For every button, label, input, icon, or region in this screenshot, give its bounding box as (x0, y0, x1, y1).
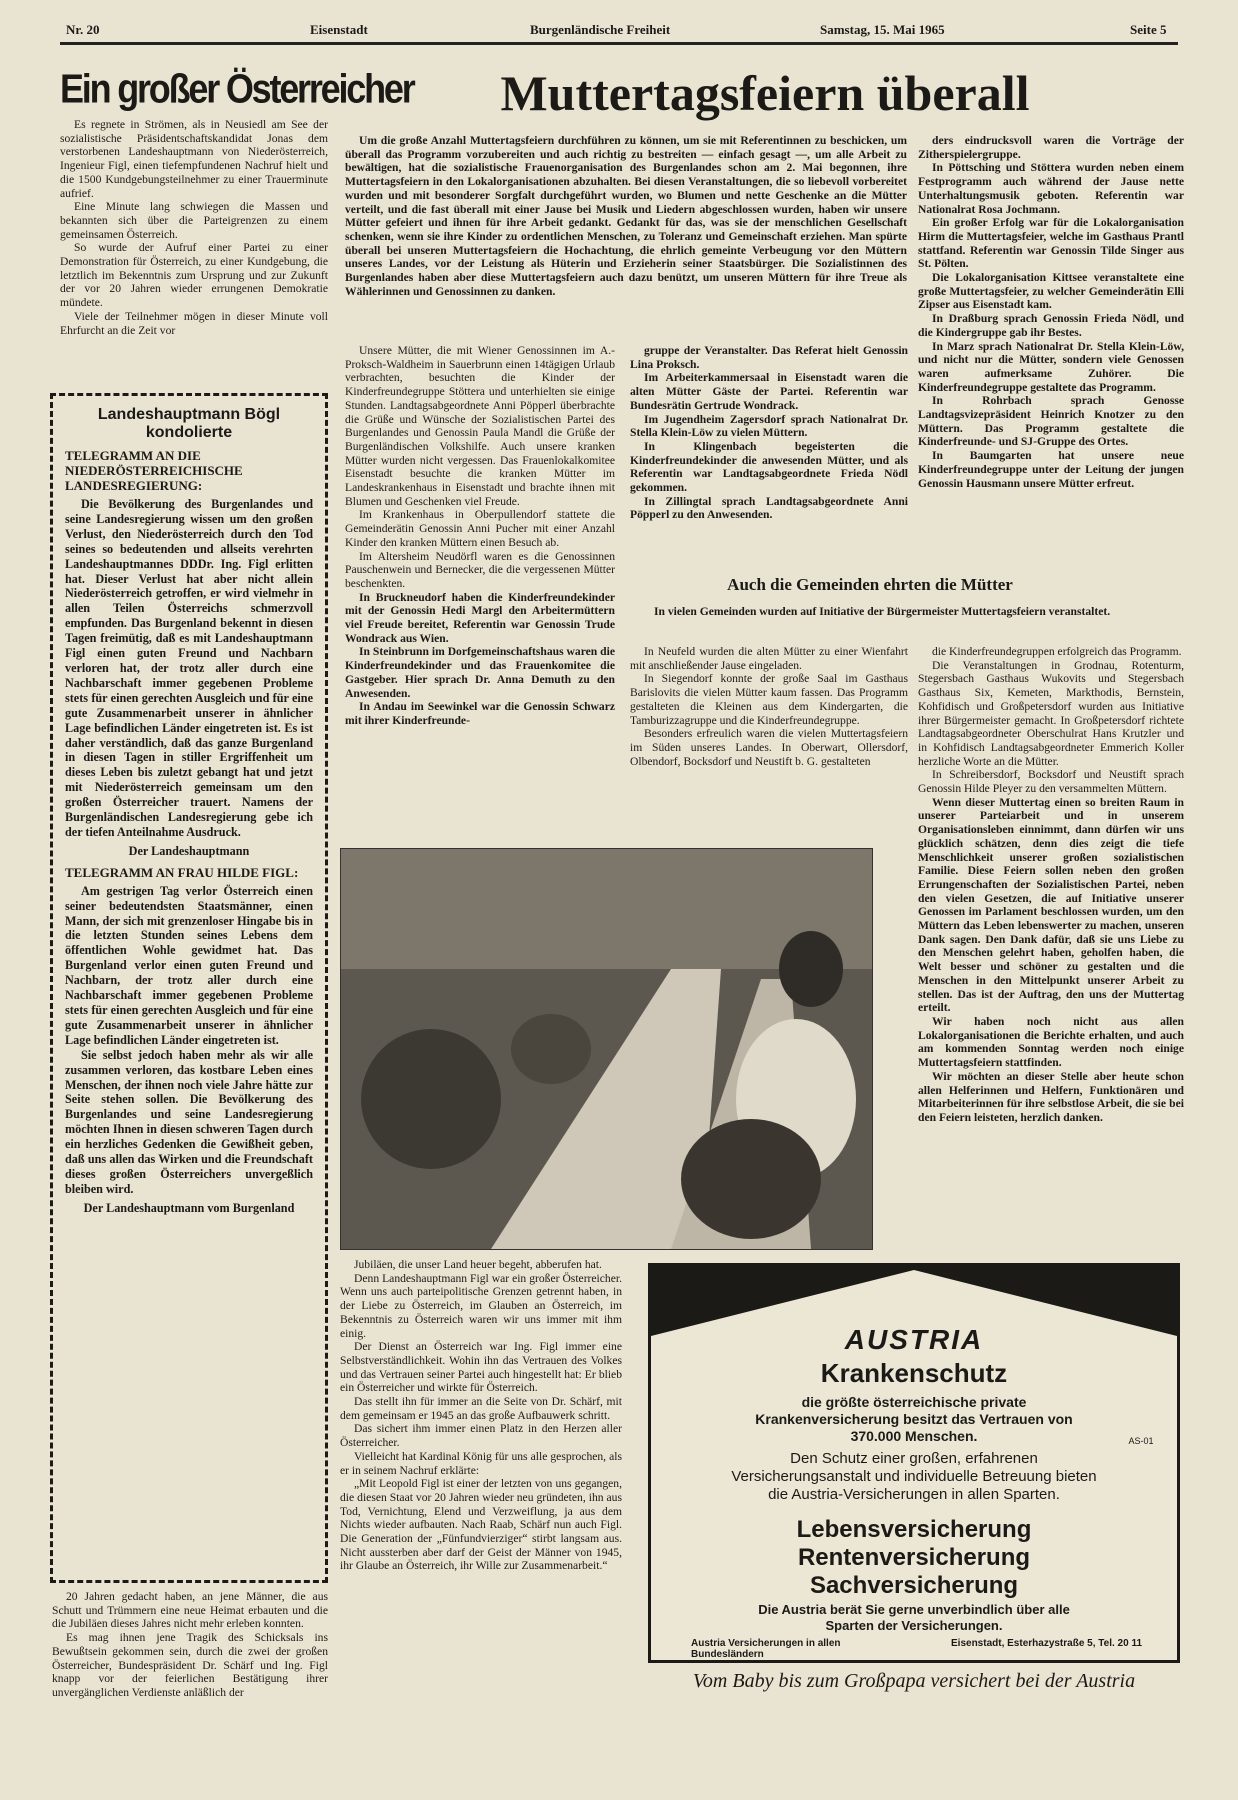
ad-product-1: Lebensversicherung (796, 1516, 1032, 1543)
sub-lead (640, 605, 1185, 637)
main-paragraph: In Rohrbach sprach Genosse Landtagsvizepräsident Heinrich Knotzer zu den Müttern. Das Programm gestaltete die Kinderfreunde- und SJ-Gruppe des Ortes. (918, 394, 1184, 449)
left-article-body (60, 118, 328, 378)
middle-paragraph: Vielleicht hat Kardinal König für uns alle gesprochen, als er in seinem Nachruf erklärte: (340, 1449, 622, 1477)
telegram1-signature: Der Landeshauptmann (128, 843, 250, 858)
main-paragraph: In Klingenbach begeisterten die Kinderfreundekinder die anwesenden Mütter, und als Referentin war Landtagsabgeordnete Frieda Nödl gekommen. (630, 439, 908, 495)
main-paragraph: Im Altersheim Neudörfl waren es die Genossinnen Pauschenwein und Bernecker, die die vergessenen Mütter beschenkten. (345, 549, 615, 590)
photo-illustration (341, 849, 872, 1249)
ad-brand: AUSTRIA (844, 1324, 984, 1355)
telegram2-signature: Der Landeshauptmann vom Burgenland (83, 1200, 295, 1215)
sub-column-2 (630, 645, 908, 845)
subheadline: Auch die Gemeinden ehrten die Mütter (727, 575, 1013, 594)
ad-slogan: Vom Baby bis zum Großpapa versichert bei der Austria (692, 1670, 1136, 1692)
main-paragraph: In Zillingtal sprach Landtagsabgeordnete Anni Pöpperl zu den Anwesenden. (630, 494, 908, 522)
main-paragraph: In Neufeld wurden die alten Mütter zu einer Wienfahrt mit anschließender Jause eingeladen. (630, 645, 908, 672)
main-lead-text: Um die große Anzahl Muttertagsfeiern durchführen zu können, um sie mit Referentinnen zu beschicken, um überall das Programm vorzubereiten und auch richtig zu bestreiten — einfach gesagt —, um alle Arbeit zu bewältigen, hat die sozialistische Frauenorganisation des Burgenlandes schon am 2. Mai begonnen, ihre Muttertagsfeiern in den Lokalorganisationen abzuhalten. Bei diesen Veranstaltungen, die so liebevoll vorbereitet wurden und mit besonderer Sorgfalt durchgeführt wurden, wo Blumen und nette Geschenke an die Mütter verteilt, und die fast überall mit einer Jause bei Musik und Liedern abgeschlossen wurden, haben wir unsere Mütter gefeiert und ihnen für ihre Arbeit gedankt. Gedankt für das, was sie der menschlichen Gesellschaft schenken, wenn sie ihre Kinder zu ordentlichen Menschen, zu Toleranz und Gemeinschaft erziehen. Man spürte überall bei unseren Muttertagsfeiern die Hochachtung, die ehrlich gemeinte Verbeugung vor den Müttern unseres Landes, vor der Leistung als Hüterin und Erzieherin seiner Staatsbürger. Die Sozialistinnen des Burgenlandes haben aber diese Muttertagsfeiern auch dazu benützt, um unseren Müttern für ihre Treue als Wählerinnen und Genossinnen zu danken. (345, 134, 907, 298)
telegram2-paragraph: Am gestrigen Tag verlor Österreich einen seiner bedeutendsten Staatsmänner, einen Mann, der sich mit grenzenloser Hingabe bis in die letzten Stunden seines Lebens dem öffentlichen Wohle gewidmet hat. Das Burgenland verlor einen guten Freund und Nachbarn, der trotz aller durch eine Nachbarschaft immer gegebenen Probleme stets für einen gerechten Ausgleich und für eine gute Zusammenarbeit unserer in ähnlicher Lage befindlichen Länder eingetreten ist. (65, 883, 313, 1047)
ad-footer-left: Austria Versicherungen in allen Bundesländern (691, 1638, 841, 1660)
main-paragraph: Ein großer Erfolg war für die Lokalorganisation Hirm die Muttertagsfeier, welche im Gasthaus Prantl stattfand. Referentin war Genossin Tilde Singer aus St. Pölten. (918, 216, 1184, 271)
middle-paragraph: Jubiläen, die unser Land heuer begeht, abberufen hat. (354, 1258, 602, 1271)
telegram2-title: TELEGRAMM AN FRAU HILDE FIGL: (65, 864, 299, 880)
left-paragraph: Es regnete in Strömen, als in Neusiedl am See der sozialistische Präsidentschaftskandidat Jonas dem verstorbenen Landeshauptmann von Niederösterreich, Ingenieur Figl, einen tiefempfundenen Nachruf hielt und die 1500 Kundgebungsteilnehmer zu einer Trauerminute aufrief. (60, 118, 328, 200)
main-paragraph: Im Krankenhaus in Oberpullendorf stattete die Gemeinderätin Genossin Anni Pucher mit einer Anzahl Kinder den kranken Müttern einen Besuch ab. (345, 508, 615, 549)
left-paragraph: 20 Jahren gedacht haben, an jene Männer, die aus Schutt und Trümmern eine neue Heimat erbauten und die die Jubiläen dieses Jahres nicht mehr erleben konnten. (52, 1590, 328, 1631)
main-paragraph: Die Lokalorganisation Kittsee veranstaltete eine große Muttertagsfeier, zu welcher Gemeinderätin Elli Zipser aus Eisenstadt kam. (918, 271, 1184, 312)
header-rule (60, 42, 1178, 45)
main-paragraph: ders eindrucksvoll waren die Vorträge der Zitherspielergruppe. (918, 134, 1184, 161)
issue-number: Nr. 20 (66, 22, 100, 37)
sub-column-3 (918, 645, 1184, 1245)
header-date: Samstag, 15. Mai 1965 (820, 22, 945, 37)
page-header (60, 18, 1178, 44)
middle-paragraph: Der Dienst an Österreich war Ing. Figl immer eine Selbstverständlichkeit. Wohin ihn das Vertrauen des Volkes und das Vertrauen seiner Partei auch hingestellt hat: Er blieb ein Österreicher und wirkte für Österreich. (340, 1340, 622, 1395)
main-column-1 (345, 344, 615, 844)
left-headline: Ein großer Österreicher (60, 65, 414, 112)
main-paragraph: Wenn dieser Muttertag einen so breiten Raum in unserer Parteiarbeit und in unserem Organisationsleben einnimmt, dann dürfen wir uns glücklich schätzen, denn dies zeigt die tiefe Menschlichkeit unserer großen sozialistischen Familie. Diese Feiern sollen neben den großen Errungenschaften der Sozialistischen Partei, neben den vielen Gesetzen, die auf Initiative unserer Genossen im Parlament beschlossen wurden, um den Müttern das Leben lebenswerter zu machen, unseren Dank sagen. Den Dank dafür, daß sie uns Liebe zu den Menschen gelehrt haben, geholfen haben, die Welt besser und schöner zu gestalten und die Menschen in den Mittelpunkt unserer Arbeit zu stellen. Das ist der Auftrag, den uns der Muttertag erteilt. (918, 795, 1184, 1015)
middle-paragraph: Denn Landeshauptmann Figl war ein großer Österreicher. Wenn uns auch parteipolitische Grenzen getrennt haben, in der Liebe zu Österreich, im Glauben an Österreich, im Bekenntnis zu Österreich waren wir uns immer mit ihm einig. (340, 1271, 622, 1340)
left-continuation (52, 1590, 328, 1775)
main-paragraph: Im Jugendheim Zagersdorf sprach Nationalrat Dr. Stella Klein-Löw zu vielen Müttern. (630, 412, 908, 440)
main-paragraph: Unsere Mütter, die mit Wiener Genossinnen im A.-Proksch-Waldheim in Sauerbrunn einen 14tägigen Urlaub verbrachten, besuchten die Kinder der Kinderfreundegruppe Stöttera und unterhielten sie einige Stunden. Landtagsabgeordnete Anni Pöpperl überbrachte die Grüße und Wünsche der Sozialistischen Partei des Burgenlandes und Genossin Paula Mandl die Grüße der Burgenländischen Volkshilfe. Auch unsere kranken Mütter wurden nicht vergessen. Das Frauenlokalkomitee Eisenstadt besuchte die kranken Mütter im Landeskrankenhaus in Eisenstadt und brachte ihnen mit Blumen und Geschenken viel Freude. (345, 344, 615, 508)
left-paragraph: So wurde der Aufruf einer Partei zu einer Demonstration für Österreich, zu einer Kundgebung, die letztlich im Bekenntnis zum Ursprung und zur Zukunft der vor 20 Jahren wieder errungenen Demokratie mündete. (60, 241, 328, 310)
telegram2-paragraph: Sie selbst jedoch haben mehr als wir alle zusammen verloren, das kostbare Leben eines Menschen, der ihnen noch viele Jahre hätte zur Seite stehen sollen. Die Bevölkerung des Burgenlandes und seine Landesregierung möchten Ihnen in diesen schweren Tagen durch ein herzliches Gedenken die Gewißheit geben, daß uns allen das Wirken und die Freundschaft dieses großen Österreichers unvergeßlich bleiben wird. (65, 1047, 313, 1196)
middle-paragraph: Das stellt ihn für immer an die Seite von Dr. Schärf, mit dem gemeinsam er 1945 an das große Aufbauwerk schritt. (340, 1395, 622, 1422)
ad-advice: Die Austria berät Sie gerne unverbindlich über alle Sparten der Versicherungen. (758, 1602, 1070, 1633)
main-paragraph: In Siegendorf konnte der große Saal im Gasthaus Barislovits die vielen Mütter kaum fassen. Das Programm gestalteten die Kleinen aus dem Kindergarten, die Tamburizzagruppe und die Kinderfreundegruppe. (630, 672, 908, 727)
main-paragraph: In Andau im Seewinkel war die Genossin Schwarz mit ihrer Kinderfreunde- (345, 700, 615, 727)
condolence-box (50, 393, 328, 1583)
header-page-number: Seite 5 (1130, 22, 1167, 37)
austria-insurance-ad (648, 1263, 1180, 1663)
main-paragraph: Wir haben noch nicht aus allen Lokalorganisationen die Berichte erhalten, und auch am kommenden Sonntag werden noch einige Muttertagsfeiern stattfinden. (918, 1014, 1184, 1070)
main-paragraph: In Marz sprach Nationalrat Dr. Stella Klein-Löw, und nicht nur die Mütter, sondern viele Genossen waren aufmerksame Zuhörer. Die Kinderfreundegruppe gestaltete das Programm. (918, 339, 1184, 394)
left-paragraph: Eine Minute lang schwiegen die Massen und bekannten sich über die Parteigrenzen zu einem gemeinsamen Österreich. (60, 200, 328, 241)
main-paragraph: Wir möchten an dieser Stelle aber heute schon allen Helferinnen und Helfern, Funktionären und Mitarbeiterinnen für ihre selbstlose Arbeit, die sie bei den Feiern leisteten, herzlich danken. (918, 1069, 1184, 1124)
main-column-2 (630, 344, 908, 564)
main-paragraph: In Steinbrunn im Dorfgemeinschaftshaus waren die Kinderfreundekinder und das Frauenkomitee die Gastgeber. Hier sprach Dr. Anna Demuth zu den Anwesenden. (345, 645, 615, 700)
middle-paragraph: Das sichert ihm immer einen Platz in den Herzen aller Österreicher. (340, 1422, 622, 1450)
photo-mothers-day-celebration (340, 848, 873, 1250)
left-paragraph: Viele der Teilnehmer mögen in dieser Minute voll Ehrfurcht an die Zeit vor (60, 309, 328, 337)
main-headline: Muttertagsfeiern überall (500, 65, 1030, 121)
left-paragraph: Es mag ihnen jene Tragik des Schicksals ins Bewußtsein gekommen sein, durch die zwei der großen Österreicher, Bundespräsident Dr. Schärf und Ing. Figl knapp vor der feierlichen Bestätigung ihrer unvergänglichen Verdienste anläßlich der (52, 1631, 328, 1699)
middle-paragraph: „Mit Leopold Figl ist einer der letzten von uns gegangen, die diesen Staat vor 20 Jahren wieder neu gründeten, ihn aus Tod, Vernichtung, Elend und Verzweiflung, ja aus dem Nichts wieder aufbauten. Nach Raab, Schärf nun auch Figl. Die Generation der „Fünfundvierziger“ stirbt langsam aus. Nicht aussterben aber darf der Geist der Männer von 1945, ihr Glaube an Österreich, ihr Wille zur Zusammenarbeit.“ (340, 1477, 622, 1573)
main-paragraph: Die Veranstaltungen in Grodnau, Rotenturm, Stegersbach Gasthaus Wukovits und Stegersbach Gasthaus Six, Kemeten, Markthodis, Bernstein, Kohfidisch und Großpetersdorf wurden aus Initiative ihrer Bürgermeister gemacht. In Großpetersdorf richtete Landtagsabgeordneter Oberschulrat Hans Krutzler und in Kohfidisch Landtagsabgeordneter Emmerich Koller herzliche Worte an die Mütter. (918, 658, 1184, 768)
ad-product-3: Sachversicherung (809, 1572, 1019, 1599)
ad-claim: die größte österreichische private Krankenversicherung besitzt das Vertrauen von 370.000 Menschen. (755, 1394, 1073, 1444)
main-paragraph: In Draßburg sprach Genossin Frieda Nödl, und die Kindergruppe gab ihr Bestes. (918, 312, 1184, 339)
main-paragraph: In Pöttsching und Stöttera wurden neben einem Festprogramm auch während der Jause nette Unterhaltungsmusik geboten. Referentin war Nationalrat Rosa Jochmann. (918, 161, 1184, 216)
ad-code: AS-01 (1128, 1436, 1154, 1446)
main-paragraph: die Kinderfreundegruppen erfolgreich das Programm. (932, 645, 1182, 658)
telegram1-text: Die Bevölkerung des Burgenlandes und seine Landesregierung wissen um den großen Verlust, den Niederösterreich durch den Tod seines so bedeutenden und allseits verehrten Landeshauptmannes DDDr. Ing. Figl erlitten hat. Dieser Verlust hat aber nicht allein Niederösterreich getroffen, er wird vielmehr in allen Teilen Österreichs schmerzvoll empfunden. Das Burgenland bekennt in diesen Tagen freimütig, daß es mit Landeshauptmann Figl einen guten Freund und Nachbarn verloren hat, der trotz aller durch eine Nachbarschaft immer gegebenen Probleme stets für einen gerechten Ausgleich und für eine gute Zusammenarbeit unserer in ähnlicher Lage befindlichen Länder eingetreten ist. Es ist daher verständlich, daß das ganze Burgenland in diesen Tagen in stiller Ergriffenheit um dieses Leben bis zuletzt gebangt hat und jetzt mit Niederösterreich gemeinsam um den großen Österreicher trauert. Namens der Burgenländischen Landesregierung gebe ich der tiefen Anteilnahme Ausdruck. (65, 497, 313, 839)
main-column-3 (918, 134, 1184, 566)
ad-body: Den Schutz einer großen, erfahrenen Versicherungsanstalt und individuelle Betreuung bieten die Austria-Versicherungen in allen Sparten. (731, 1450, 1097, 1503)
ad-product-2: Rentenversicherung (797, 1544, 1031, 1571)
main-paragraph: Besonders erfreulich waren die vielen Muttertagsfeiern im Süden unseres Landes. In Oberwart, Ollersdorf, Olbendorf, Bocksdorf und Neustift b. G. gestalteten (630, 727, 908, 768)
main-lead (345, 134, 907, 334)
main-paragraph: Im Arbeiterkammersaal in Eisenstadt waren die alten Mütter Gäste der Partei. Referentin war Bundesrätin Gertrude Wondrack. (630, 371, 908, 412)
sub-lead-text: In vielen Gemeinden wurden auf Initiative der Bürgermeister Muttertagsfeiern veranstaltet. (654, 605, 1111, 618)
main-paragraph: In Schreibersdorf, Bocksdorf und Neustift sprach Genossin Hilde Pleyer zu den versammelten Müttern. (918, 768, 1184, 796)
ad-footer-right: Eisenstadt, Esterhazystraße 5, Tel. 20 11 (951, 1638, 1143, 1649)
header-city: Eisenstadt (310, 22, 368, 37)
middle-continuation (340, 1258, 622, 1778)
header-paper-name: Burgenländische Freiheit (530, 22, 671, 37)
main-paragraph: In Bruckneudorf haben die Kinderfreundekinder mit der Genossin Hedi Margl den Arbeitermüttern viel Freude bereitet, Referentin war Genossin Trude Wondrack aus Wien. (345, 590, 615, 645)
main-paragraph: In Baumgarten hat unsere neue Kinderfreundegruppe unter der Leitung der jungen Genossin Hausmann unsere Mütter erfreut. (918, 449, 1184, 490)
main-paragraph: gruppe der Veranstalter. Das Referat hielt Genossin Lina Proksch. (630, 344, 908, 371)
telegram1-title: TELEGRAMM AN DIE NIEDERÖSTERREICHISCHE LANDESREGIERUNG: (65, 448, 243, 493)
box-title: Landeshauptmann Bögl kondolierte (97, 406, 281, 441)
ad-product: Krankenschutz (820, 1358, 1008, 1388)
